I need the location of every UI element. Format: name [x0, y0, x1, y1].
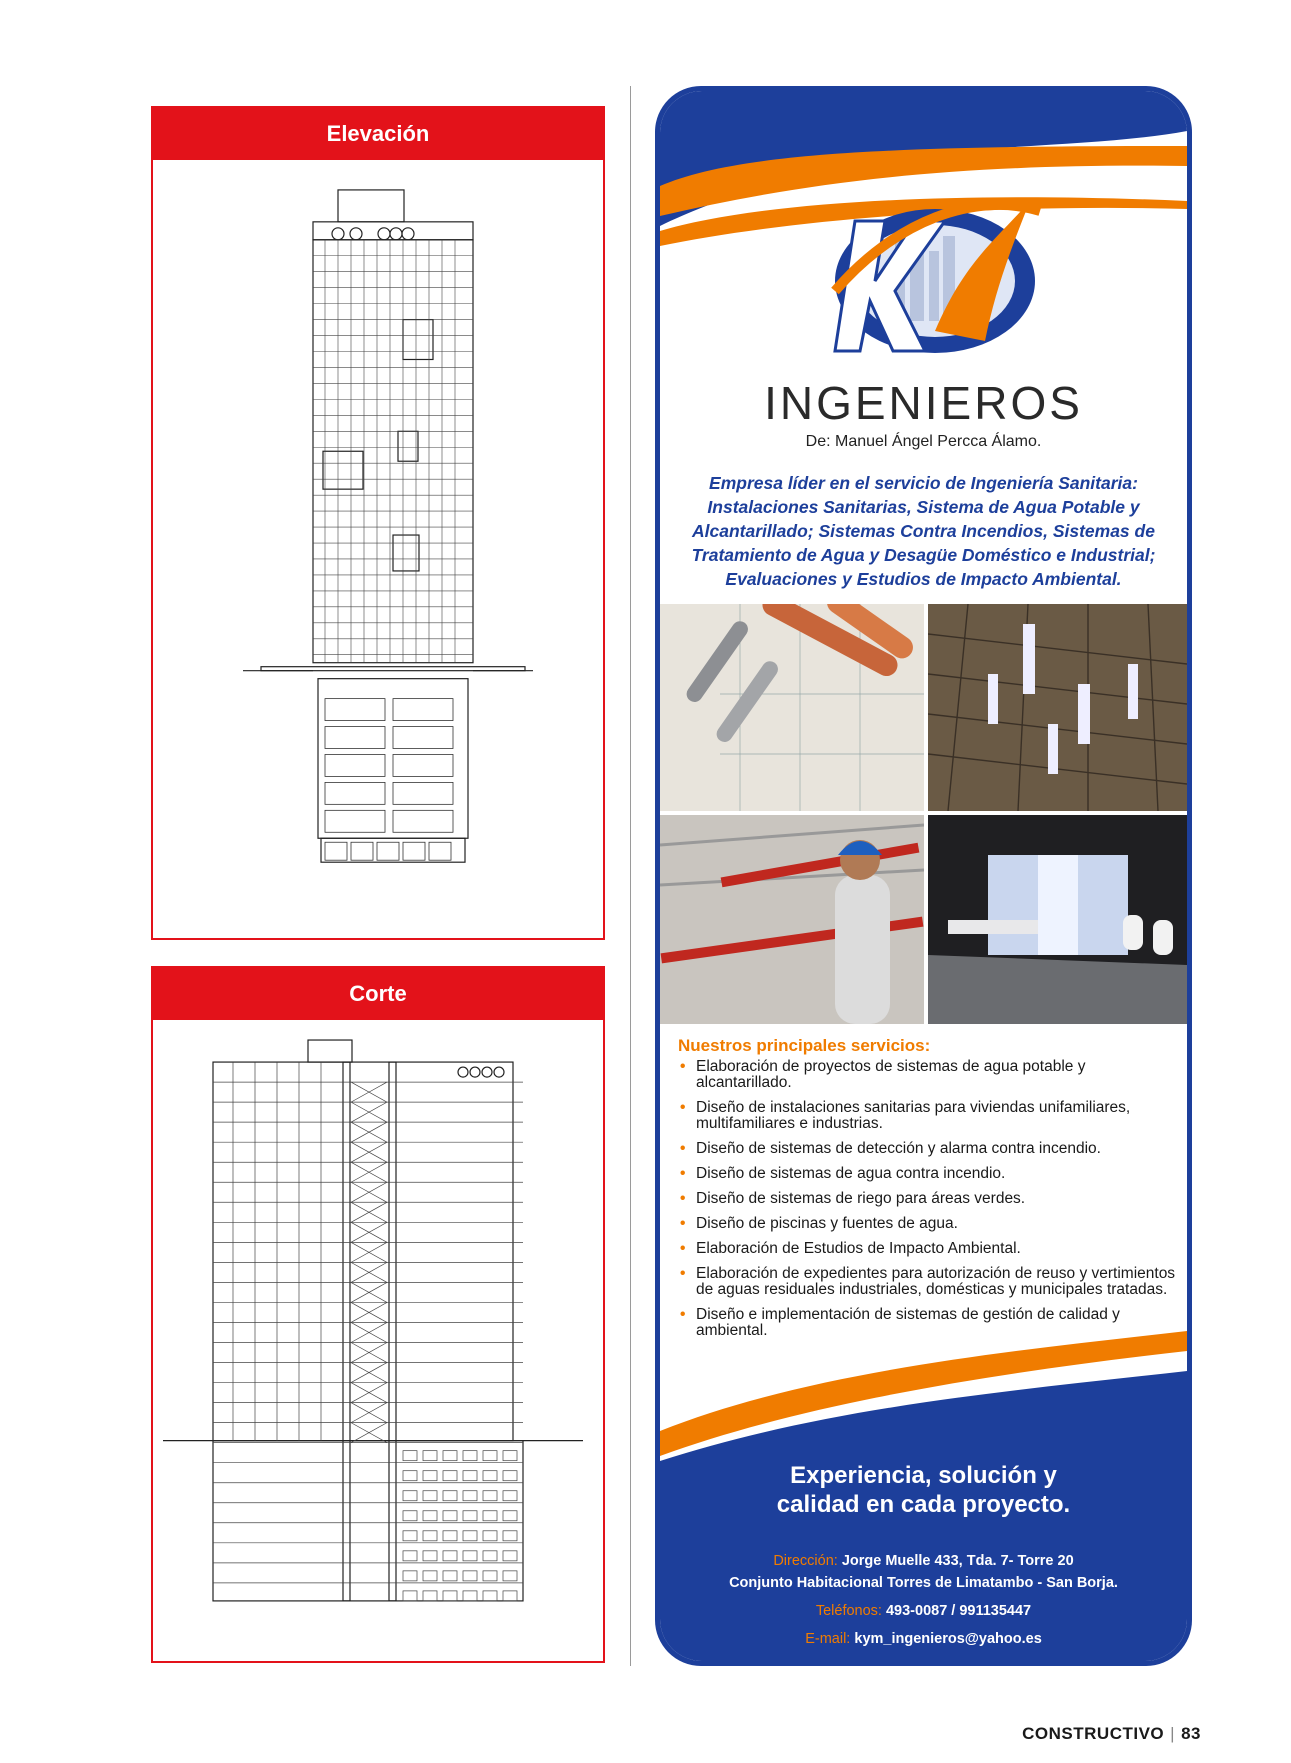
service-item: • Diseño e implementación de sistemas de gestión de calidad y ambiental.: [678, 1307, 1183, 1339]
email-value: kym_ingenieros@yahoo.es: [854, 1631, 1042, 1647]
section-panel: [151, 966, 605, 1663]
elevation-drawing-svg: [153, 160, 603, 938]
service-item: • Diseño de sistemas de riego para áreas verdes.: [678, 1191, 1183, 1207]
ad-body: [660, 91, 1187, 1661]
photo-restroom: [928, 815, 1187, 1024]
elevation-panel: [151, 106, 605, 940]
slogan-line-1: Experiencia, solución y: [790, 1462, 1057, 1489]
address-line-2: Conjunto Habitacional Torres de Limatambo - San Borja.: [729, 1575, 1118, 1591]
phones-line: [660, 1603, 1187, 1619]
section-drawing-svg: [153, 1020, 603, 1661]
tagline: Empresa líder en el servicio de Ingeniería Sanitaria: Instalaciones Sanitarias, Sistema de Agua Potable y Alcantarillado; Sistemas Contra Incendios, Sistemas de Tratamiento de Agua y Desagüe Doméstico e Industrial; Evaluaciones y Estudios de Impacto Ambiental.: [691, 473, 1156, 589]
slogan: [660, 1461, 1187, 1519]
section-title: Corte: [153, 968, 603, 1020]
service-item: • Diseño de piscinas y fuentes de agua.: [678, 1216, 1183, 1232]
slogan-line-2: calidad en cada proyecto.: [776, 1491, 1071, 1518]
service-item: • Elaboración de proyectos de sistemas de agua potable y alcantarillado.: [678, 1059, 1183, 1091]
photo-grid: [660, 604, 1187, 1024]
photo-worker: [660, 815, 924, 1024]
service-item: • Elaboración de expedientes para autorización de reuso y vertimientos de aguas residuales industriales, domésticas y municipales tratadas.: [678, 1266, 1183, 1298]
service-item: • Diseño de sistemas de detección y alarma contra incendio.: [678, 1141, 1183, 1157]
address-label: Dirección:: [773, 1553, 838, 1569]
phones-label: Teléfonos:: [815, 1603, 882, 1619]
column-divider: [630, 86, 631, 1666]
service-item: • Diseño de instalaciones sanitarias para viviendas unifamiliares, multifamiliares e industrias.: [678, 1100, 1183, 1132]
page-number: 83: [1181, 1724, 1201, 1743]
service-item: • Diseño de sistemas de agua contra incendio.: [678, 1166, 1183, 1182]
address-value: Jorge Muelle 433, Tda. 7- Torre 20: [841, 1553, 1074, 1569]
page-footer: CONSTRUCTIVO | 83: [1022, 1724, 1201, 1743]
email-line: [660, 1631, 1187, 1647]
services-title: Nuestros principales servicios:: [678, 1036, 931, 1055]
owner-name: De: Manuel Ángel Percca Álamo.: [805, 433, 1042, 450]
section-drawing: [153, 1020, 603, 1661]
magazine-name: CONSTRUCTIVO: [1022, 1724, 1165, 1743]
elevation-drawing: [153, 160, 603, 938]
address-line-1: [660, 1553, 1187, 1569]
phones-value: 493-0087 / 991135447: [885, 1603, 1032, 1619]
brand-name: INGENIEROS: [764, 377, 1083, 429]
kym-advertisement: [655, 86, 1192, 1666]
service-item: • Elaboración de Estudios de Impacto Ambiental.: [678, 1241, 1183, 1257]
photo-pipes: [660, 604, 924, 811]
elevation-title: Elevación: [153, 108, 603, 160]
email-label: E-mail:: [805, 1631, 851, 1647]
services-list: [678, 1059, 1183, 1348]
kym-logo: [815, 181, 1045, 356]
photo-rebar: [928, 604, 1187, 811]
